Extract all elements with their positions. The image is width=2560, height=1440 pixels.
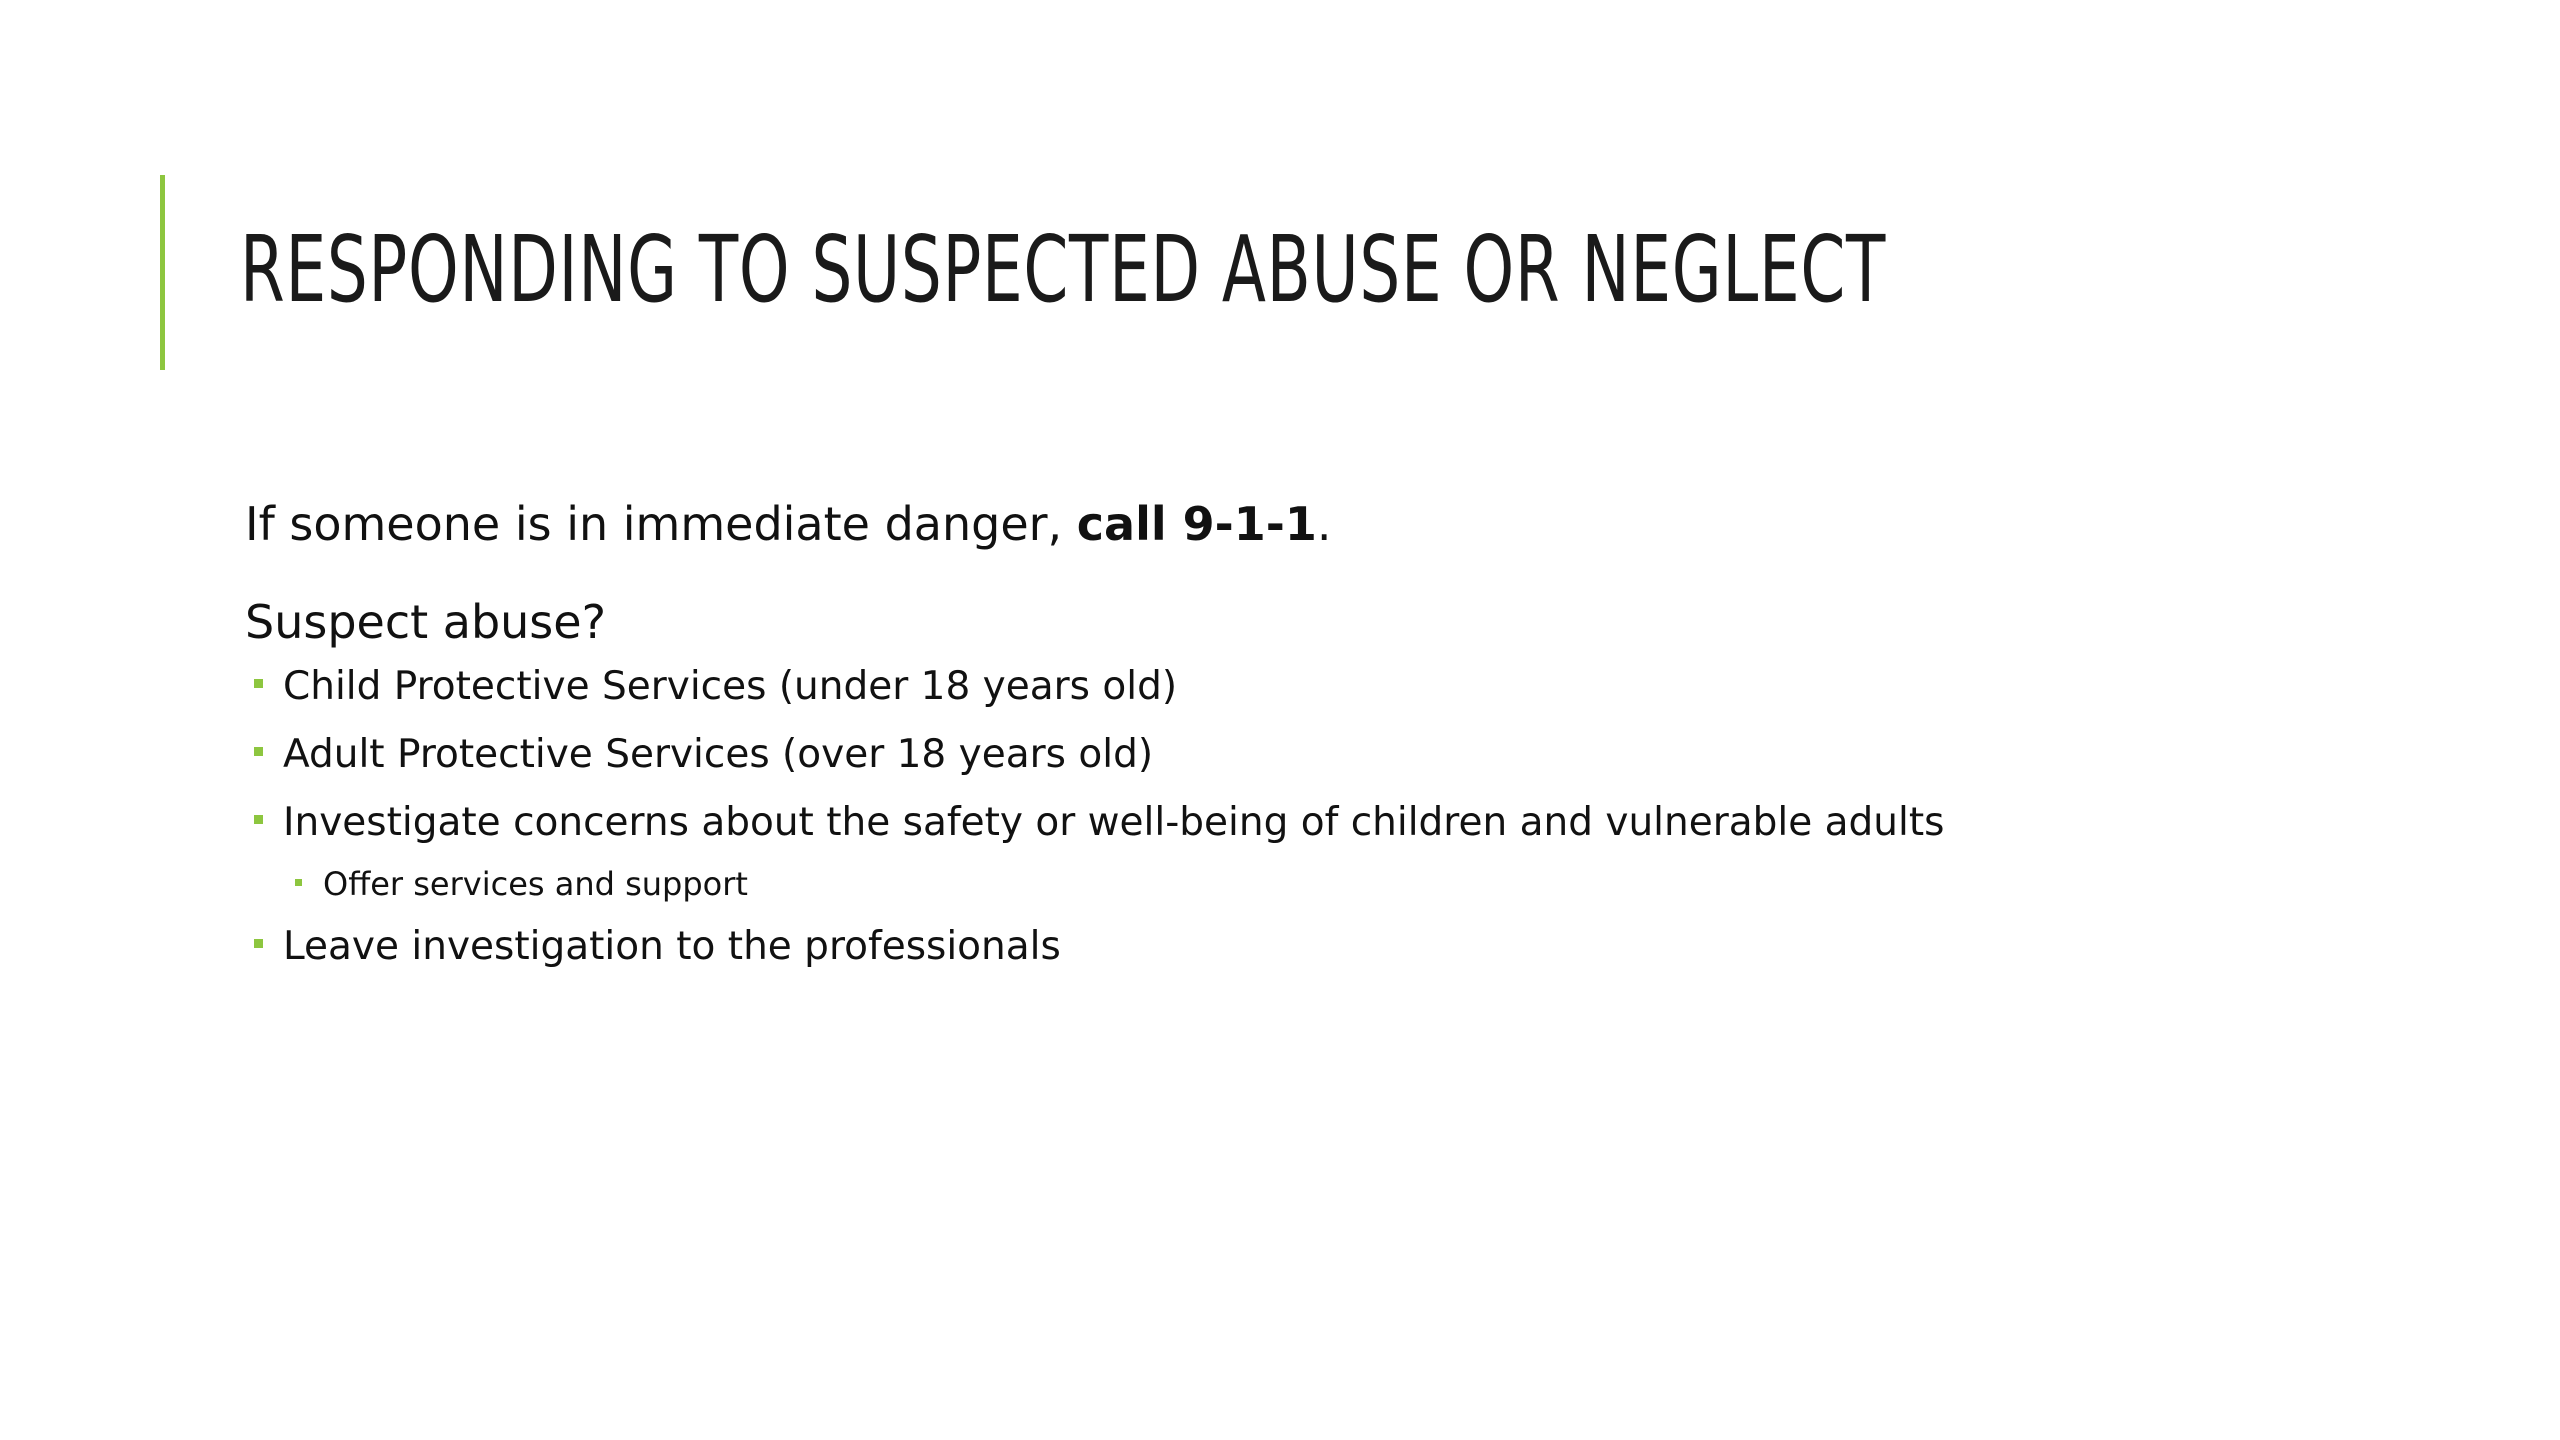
bullet-square-icon xyxy=(254,939,263,948)
bullet-text: Child Protective Services (under 18 years old) xyxy=(283,664,1178,709)
section-heading: Suspect abuse? xyxy=(245,595,606,649)
bullet-text: Adult Protective Services (over 18 years old) xyxy=(283,732,1154,777)
sub-bullet-item xyxy=(245,860,2345,908)
bullet-list xyxy=(245,658,2345,976)
emergency-period: . xyxy=(1316,497,1332,551)
emergency-line xyxy=(245,490,2345,558)
sub-bullet-text: Offer services and support xyxy=(323,865,748,903)
bullet-text: Leave investigation to the professionals xyxy=(283,924,1061,969)
bullet-item xyxy=(245,726,2345,784)
slide-title: RESPONDING TO SUSPECTED ABUSE OR NEGLECT xyxy=(240,216,1887,323)
bullet-item xyxy=(245,918,2345,976)
emergency-number: call 9-1-1 xyxy=(1076,497,1317,551)
slide-body xyxy=(245,490,2345,986)
bullet-item xyxy=(245,794,2345,852)
bullet-square-icon xyxy=(254,747,263,756)
emergency-text: If someone is in immediate danger, xyxy=(245,497,1077,551)
sub-bullet-square-icon xyxy=(295,879,302,886)
bullet-square-icon xyxy=(254,679,263,688)
bullet-square-icon xyxy=(254,815,263,824)
bullet-item xyxy=(245,658,2345,716)
title-accent-bar xyxy=(160,175,165,370)
bullet-text: Investigate concerns about the safety or well-being of children and vulnerable adults xyxy=(283,800,1945,845)
